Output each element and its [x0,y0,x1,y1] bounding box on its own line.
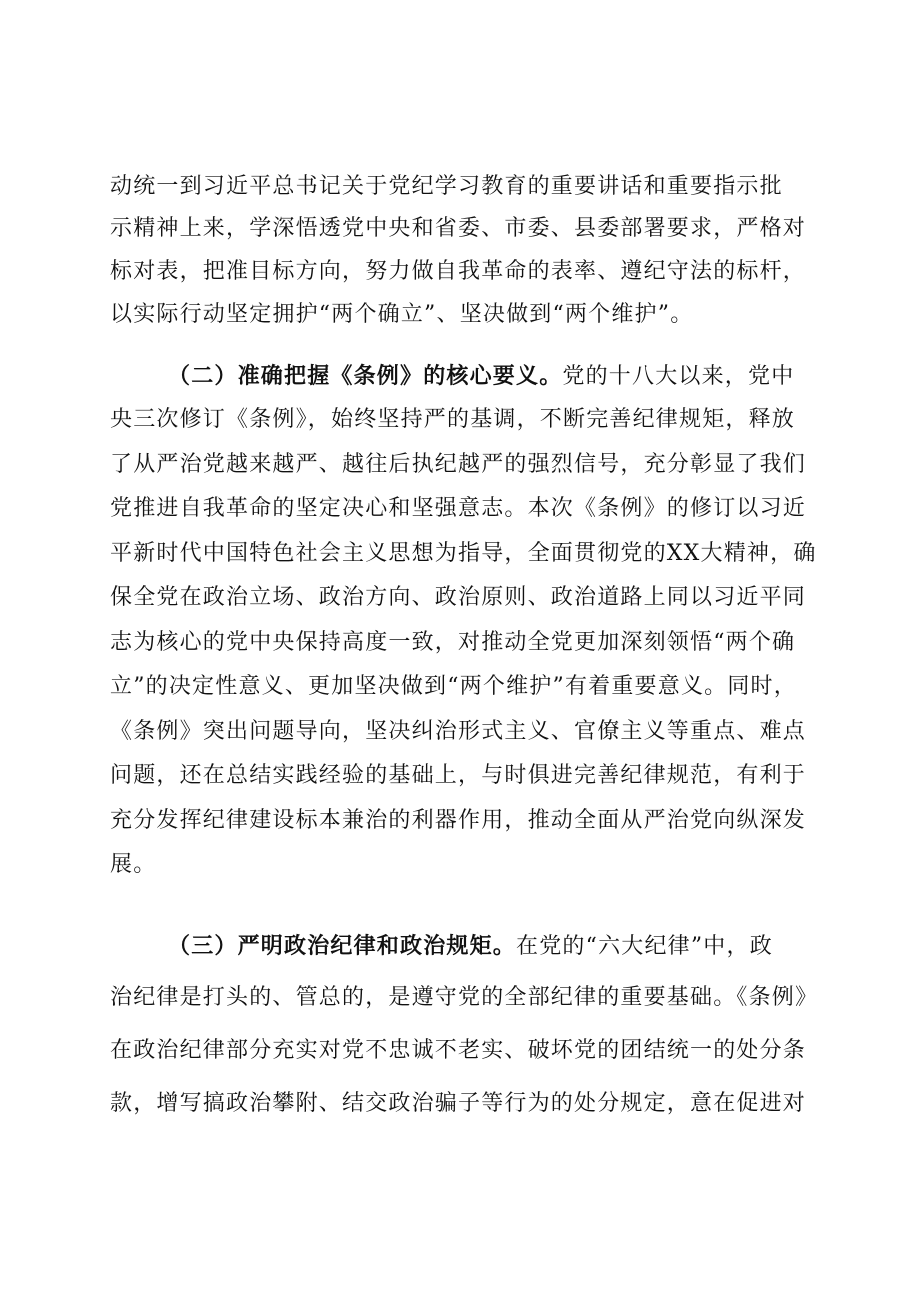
paragraph-3-heading: （三）严明政治纪律和政治规矩。 [168,934,517,959]
paragraph-1-line-2: 示精神上来，学深悟透党中央和省委、市委、县委部署要求，严格对 [110,216,807,241]
paragraph-2-line-12: 展。 [110,852,157,877]
paragraph-2-line-10: 问题，还在总结实践经验的基础上，与时俱进完善纪律规范，有利于 [110,763,807,788]
paragraph-3-line-4: 款，增写搞政治攀附、结交政治骗子等行为的处分规定，意在促进对 [110,1091,807,1116]
paragraph-2-first-line [168,362,818,392]
paragraph-2-line-8: 立”的决定性意义、更加坚决做到“两个维护”有着重要意义。同时， [110,674,797,699]
paragraph-2-line-5: 平新时代中国特色社会主义思想为指导，全面贯彻党的XX大精神，确 [110,541,817,566]
paragraph-2-first-line-rest: 党的十八大以来，党中 [562,364,795,389]
paragraph-2-line-3: 了从严治党越来越严、越往后执纪越严的强烈信号，充分彰显了我们 [110,452,807,477]
paragraph-3-first-line [168,932,818,962]
paragraph-2-line-6: 保全党在政治立场、政治方向、政治原则、政治道路上同以习近平同 [110,585,807,610]
paragraph-3-line-2: 治纪律是打头的、管总的，是遵守党的全部纪律的重要基础。《条例》 [110,985,819,1010]
paragraph-2-line-7: 志为核心的党中央保持高度一致，对推动全党更加深刻领悟“两个确 [110,630,796,655]
paragraph-2-line-11: 充分发挥纪律建设标本兼治的利器作用，推动全面从严治党向纵深发 [110,808,807,833]
paragraph-2-line-2: 央三次修订《条例》，始终坚持严的基调，不断完善纪律规矩，释放 [110,407,796,432]
paragraph-1-line-1: 动统一到习近平总书记关于党纪学习教育的重要讲话和重要指示批 [110,174,783,199]
paragraph-3-first-line-rest: 在党的“六大纪律”中，政 [516,934,773,959]
paragraph-1-line-3: 标对表，把准目标方向，努力做自我革命的表率、遵纪守法的标杆， [110,259,807,284]
paragraph-1-line-4: 以实际行动坚定拥护“两个确立”、坚决做到“两个维护”。 [110,302,694,327]
paragraph-2-line-9: 《条例》突出问题导向，坚决纠治形式主义、官僚主义等重点、难点 [110,719,807,744]
paragraph-2-line-4: 党推进自我革命的坚定决心和坚强意志。本次《条例》的修订以习近 [110,496,807,521]
paragraph-3-line-3: 在政治纪律部分充实对党不忠诚不老实、破坏党的团结统一的处分条 [110,1038,807,1063]
paragraph-2-heading: （二）准确把握《条例》的核心要义。 [168,364,563,389]
